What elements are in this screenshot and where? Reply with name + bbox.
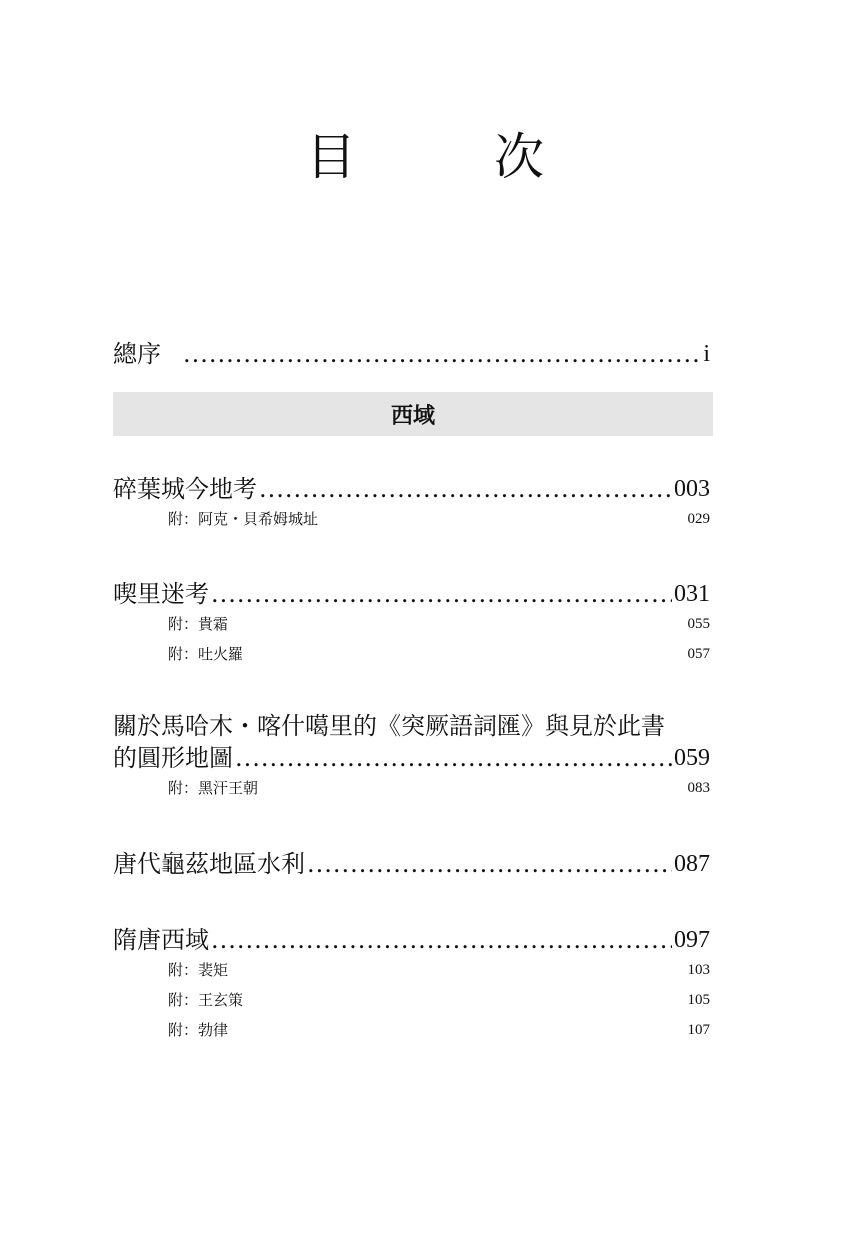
entry-title: 隋唐西域 (113, 926, 209, 954)
subentry-page: 057 (687, 646, 710, 662)
leader-dots (183, 339, 701, 369)
subentry-page: 029 (687, 511, 710, 527)
subentry-title: 附：裴矩 (168, 961, 229, 979)
entry-title: 喫里迷考 (113, 580, 209, 608)
subentry-page: 107 (687, 1022, 710, 1038)
subentry-title: 附：勃律 (168, 1021, 229, 1039)
entry-title-line1[interactable]: 關於馬哈木・喀什噶里的《突厥語詞匯》與見於此書 (113, 712, 665, 740)
toc-subentry[interactable] (168, 960, 710, 980)
toc-entry[interactable] (113, 849, 710, 879)
section-header: 西域 (113, 392, 713, 436)
entry-page: 087 (674, 851, 710, 877)
entry-page: 097 (674, 927, 710, 953)
entry-page: 059 (674, 745, 710, 771)
page-title: 目 次 (306, 128, 588, 186)
leader-dots (211, 925, 672, 955)
toc-subentry[interactable] (168, 778, 710, 798)
toc-subentry[interactable] (168, 509, 710, 529)
subentry-title: 附：貴霜 (168, 615, 229, 633)
subentry-title: 附：王玄策 (168, 991, 244, 1009)
subentry-page: 083 (687, 780, 710, 796)
toc-subentry[interactable] (168, 644, 710, 664)
toc-entry[interactable] (113, 474, 710, 504)
toc-entry[interactable] (113, 925, 710, 955)
entry-title-line2: 的圓形地圖 (113, 744, 233, 772)
toc-entry-preface[interactable] (113, 339, 710, 369)
subentry-title: 附：吐火羅 (168, 645, 244, 663)
entry-title: 總序 (113, 340, 161, 368)
leader-dots (211, 579, 672, 609)
leader-dots (307, 849, 672, 879)
toc-subentry[interactable] (168, 614, 710, 634)
leader-dots (235, 743, 672, 773)
toc-subentry[interactable] (168, 1020, 710, 1040)
entry-page: i (703, 341, 710, 367)
entry-page: 003 (674, 476, 710, 502)
toc-entry[interactable] (113, 743, 710, 773)
subentry-page: 105 (687, 992, 710, 1008)
toc-entry[interactable] (113, 579, 710, 609)
subentry-page: 055 (687, 616, 710, 632)
subentry-page: 103 (687, 962, 710, 978)
entry-title: 碎葉城今地考 (113, 475, 257, 503)
entry-title: 唐代龜茲地區水利 (113, 850, 305, 878)
subentry-title: 附：黑汗王朝 (168, 779, 259, 797)
entry-page: 031 (674, 581, 710, 607)
leader-dots (259, 474, 672, 504)
toc-subentry[interactable] (168, 990, 710, 1010)
subentry-title: 附：阿克・貝希姆城址 (168, 510, 319, 528)
